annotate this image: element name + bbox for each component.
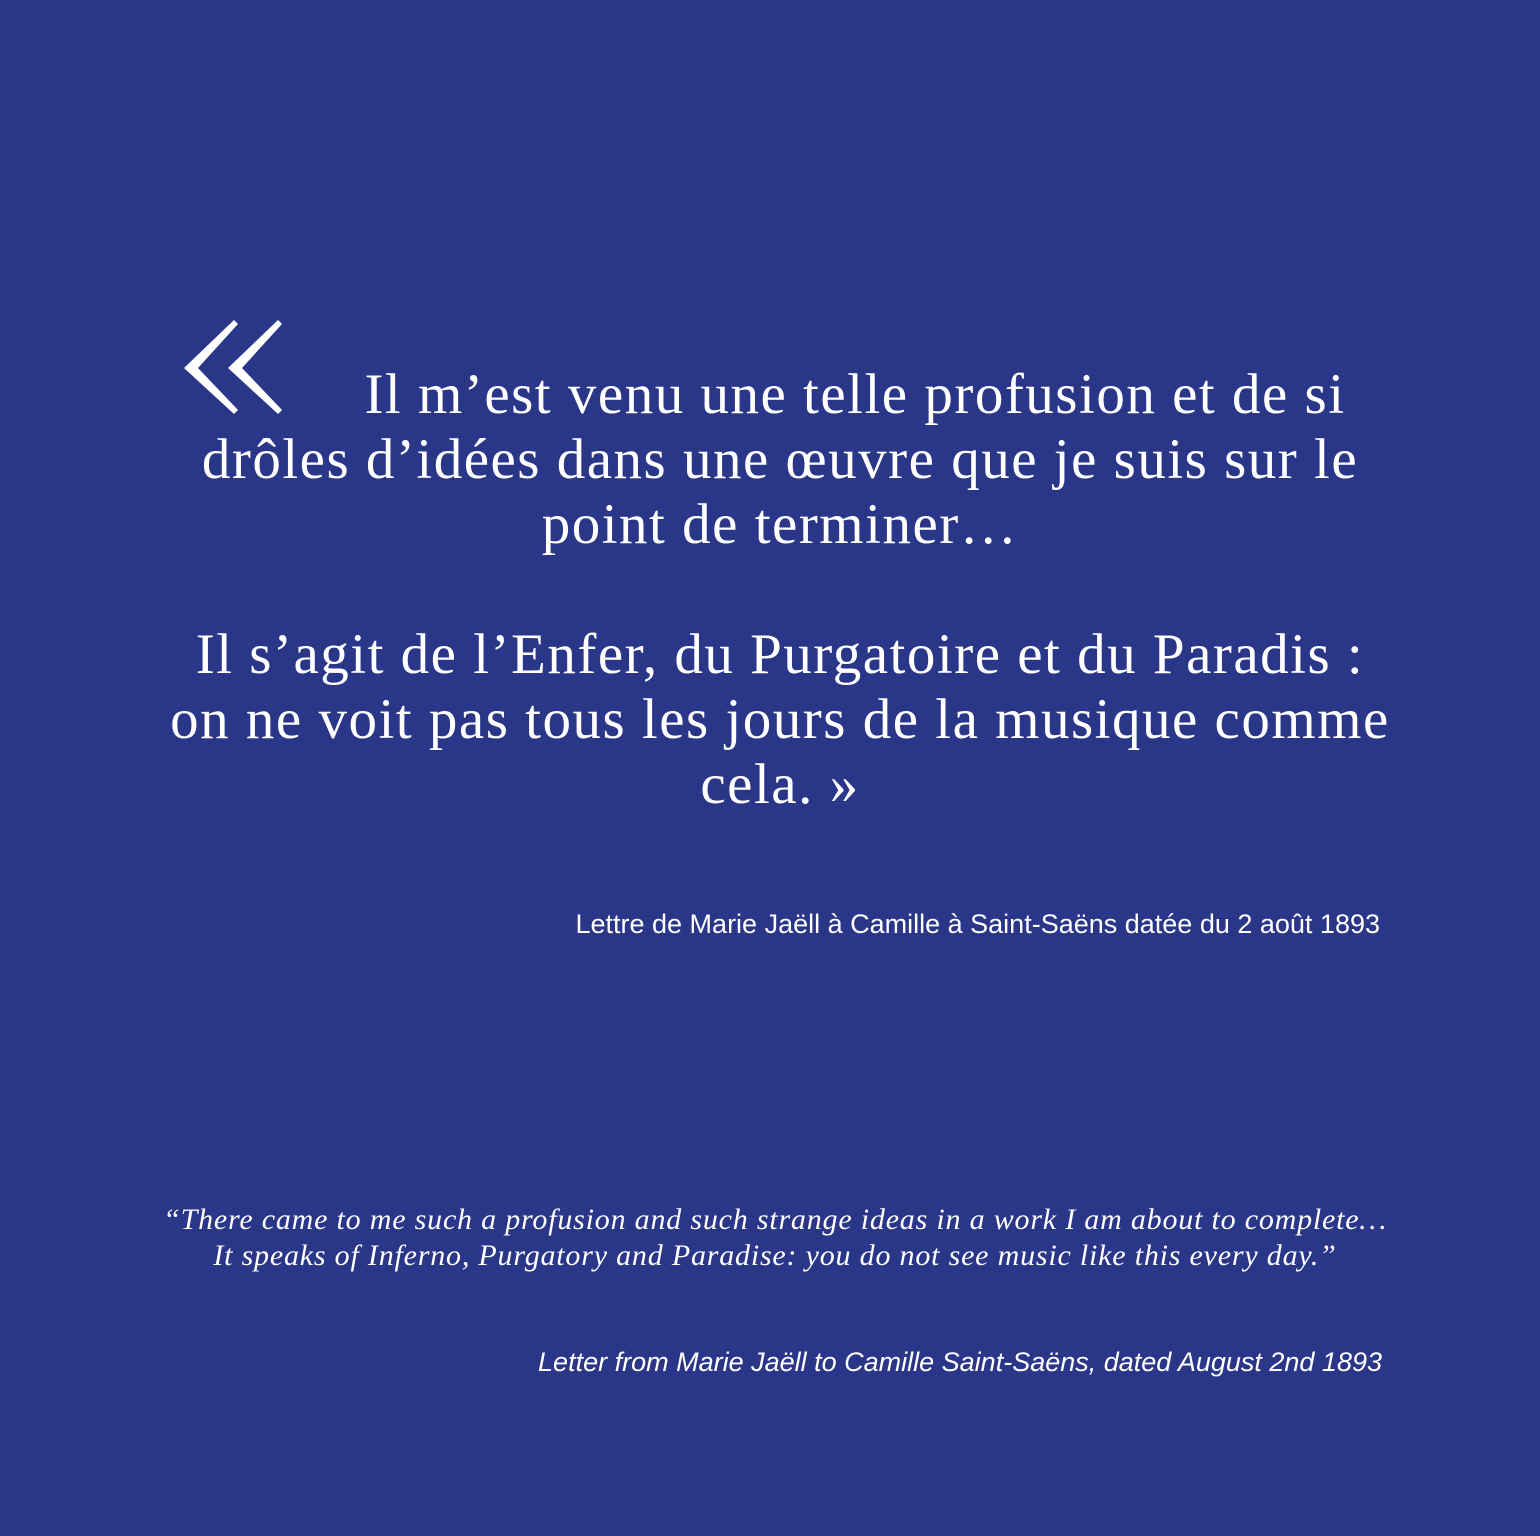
english-source-attribution: Letter from Marie Jaëll to Camille Saint-Saëns, dated August 2nd 1893 <box>538 1347 1382 1377</box>
french-quote-paragraph-2: Il s’agit de l’Enfer, du Purgatoire et du Paradis : on ne voit pas tous les jours de la musique comme cela. » <box>170 623 1390 816</box>
french-quote-text-1: Il m’est venu une telle profusion et de si drôles d’idées dans une œuvre que je suis sur le point de terminer… <box>201 363 1359 556</box>
french-source-attribution: Lettre de Marie Jaëll à Camille à Saint-Saëns datée du 2 août 1893 <box>575 909 1380 939</box>
english-quote: “There came to me such a profusion and such strange ideas in a work I am about to complete… It speaks of Inferno, Purgatory and Paradise: you do not see music like this every day.” <box>163 1203 1387 1272</box>
french-quote-paragraph-1 <box>160 362 1400 557</box>
